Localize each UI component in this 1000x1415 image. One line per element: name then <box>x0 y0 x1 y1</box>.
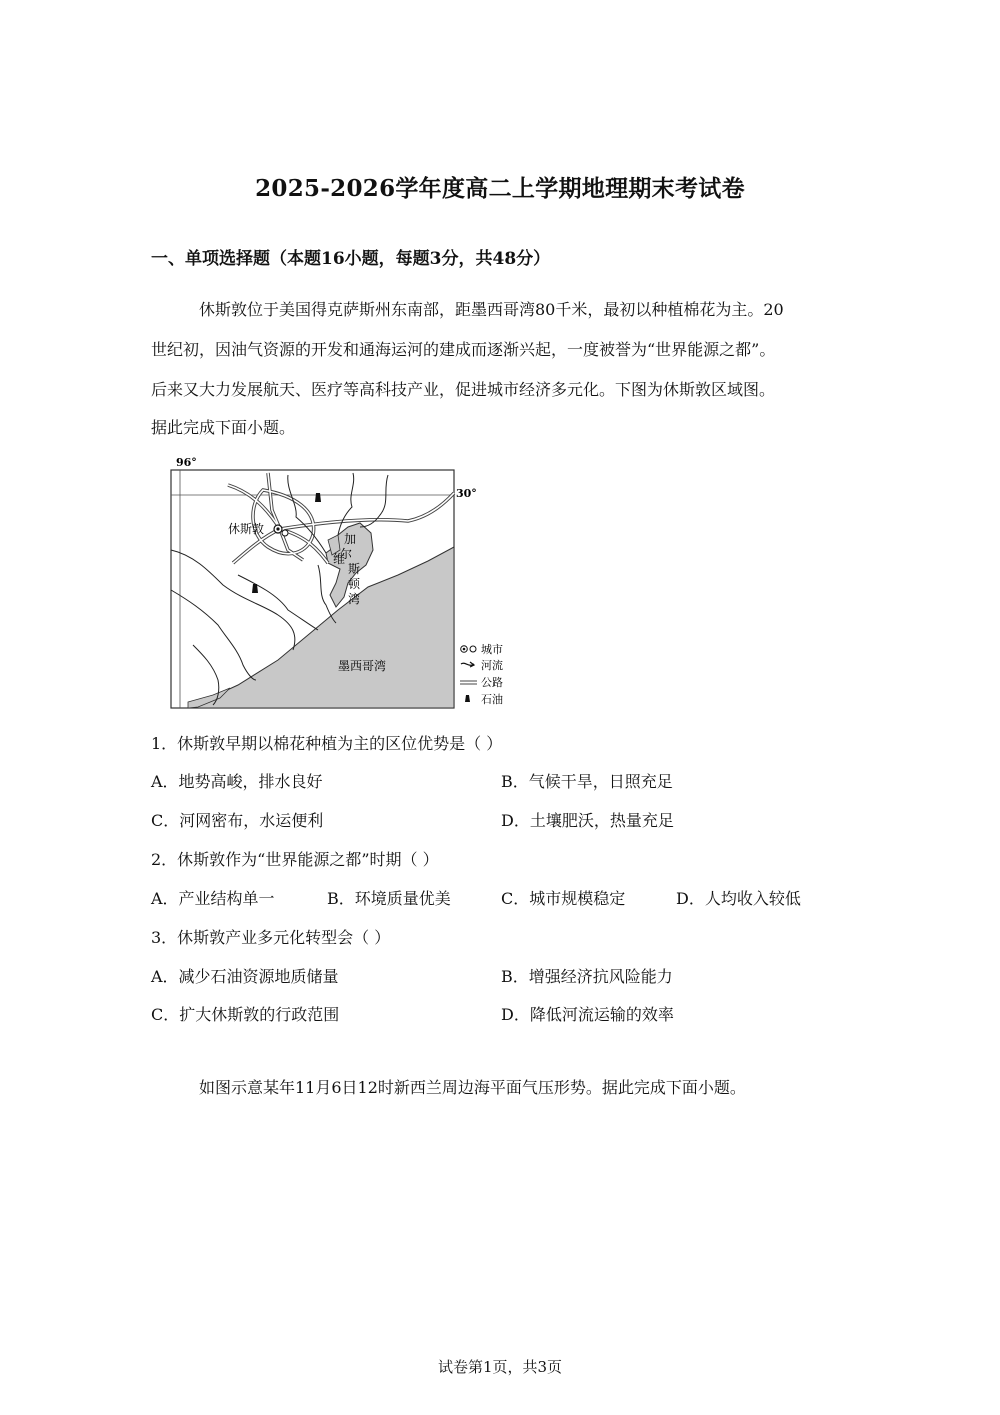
legend-label: 石油 <box>481 693 503 706</box>
legend-label: 城市 <box>481 643 503 656</box>
section-heading: 一、单项选择题（本题16小题，每题3分，共48分） <box>151 249 551 269</box>
bay-label-char: 斯 <box>348 562 361 576</box>
longitude-label: 96° <box>176 456 197 469</box>
option-c[interactable]: C．城市规模稳定 <box>501 889 626 908</box>
bay-label-char: 加 <box>344 532 357 546</box>
option-a[interactable]: A．地势高峻，排水良好 <box>151 772 323 791</box>
passage2: 如图示意某年11月6日12时新西兰周边海平面气压形势。据此完成下面小题。 <box>199 1078 746 1097</box>
bay-label-char: 尔 <box>340 547 353 561</box>
city-marker <box>282 530 288 536</box>
option-d[interactable]: D．降低河流运输的效率 <box>501 1005 674 1024</box>
oil-symbol <box>252 584 258 593</box>
sea-label: 墨西哥湾 <box>338 659 387 673</box>
bay-label-char: 维 <box>333 552 346 566</box>
gulf-of-mexico <box>188 547 454 708</box>
option-a[interactable]: A．减少石油资源地质储量 <box>151 967 339 986</box>
bay-label-char: 顿 <box>348 577 361 591</box>
option-d[interactable]: D．土壤肥沃，热量充足 <box>501 811 674 830</box>
passage-line: 世纪初，因油气资源的开发和通海运河的建成而逐渐兴起，一度被誉为“世界能源之都”。 <box>151 340 776 359</box>
oil-symbol <box>315 493 321 502</box>
page-footer: 试卷第1页，共3页 <box>437 1358 563 1376</box>
legend-label: 公路 <box>481 676 503 689</box>
latitude-label: 30° <box>456 487 477 500</box>
option-b[interactable]: B．气候干旱，日照充足 <box>501 772 673 791</box>
houston-label: 休斯敦 <box>228 522 265 536</box>
legend-river-icon <box>461 662 474 667</box>
option-b[interactable]: B．增强经济抗风险能力 <box>501 967 673 986</box>
bay-label-char: 湾 <box>348 592 361 606</box>
map-legend <box>460 643 503 706</box>
houston-map <box>168 455 513 710</box>
question-stem: 1．休斯敦早期以棉花种植为主的区位优势是（ ） <box>151 734 503 753</box>
question-stem: 2．休斯敦作为“世界能源之都”时期（ ） <box>151 850 439 869</box>
exam-title: 2025-2026学年度高二上学期地理期末考试卷 <box>255 175 745 202</box>
option-c[interactable]: C．扩大休斯敦的行政范围 <box>151 1005 340 1024</box>
option-b[interactable]: B．环境质量优美 <box>327 889 451 908</box>
houston-city-dot <box>276 527 279 530</box>
option-d[interactable]: D．人均收入较低 <box>676 889 801 908</box>
option-c[interactable]: C．河网密布，水运便利 <box>151 811 324 830</box>
question-stem: 3．休斯敦产业多元化转型会（ ） <box>151 928 391 947</box>
passage-line: 后来又大力发展航天、医疗等高科技产业，促进城市经济多元化。下图为休斯敦区域图。 <box>151 380 776 399</box>
legend-label: 河流 <box>481 659 503 672</box>
passage-line: 据此完成下面小题。 <box>151 418 296 437</box>
legend-oil-icon <box>465 695 470 702</box>
option-a[interactable]: A．产业结构单一 <box>151 889 275 908</box>
passage-line: 休斯敦位于美国得克萨斯州东南部，距墨西哥湾80千米，最初以种植棉花为主。20 <box>199 300 784 319</box>
